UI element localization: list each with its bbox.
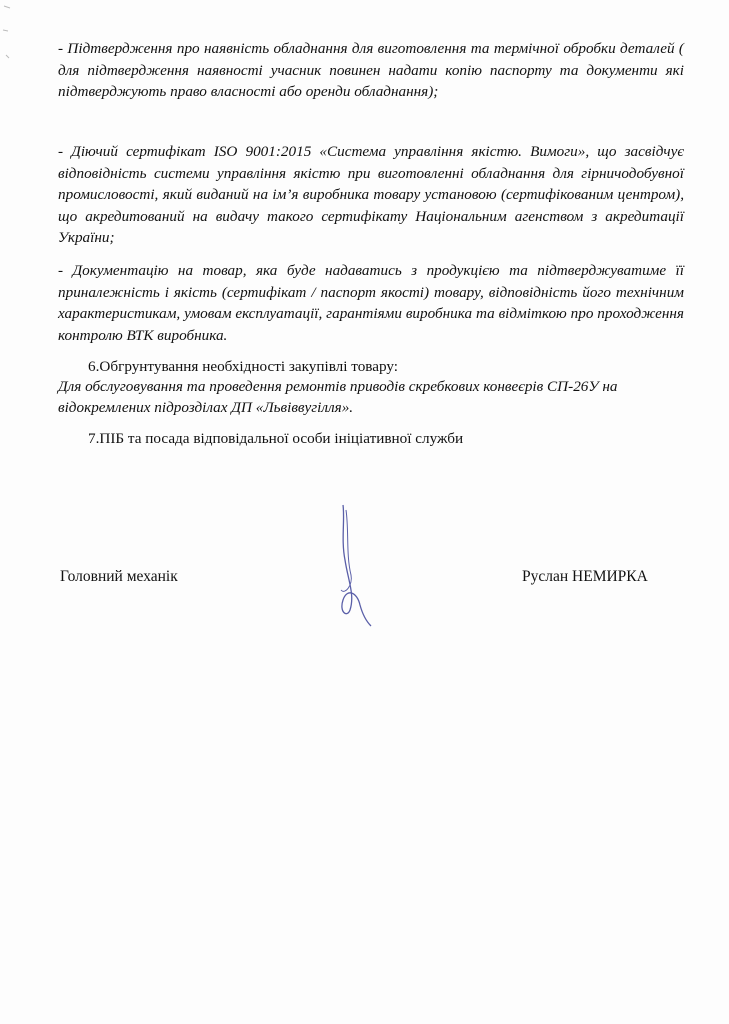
section-6-heading: 6.Обгрунтування необхідності закупівлі товару:	[88, 358, 399, 375]
requirement-equipment: - Підтвердження про наявність обладнання для виготовлення та термічної обробки деталей ( для підтвердження наявності учасник повинен надати копію паспорту та документи які підтверджують право власності або оренди обладнання);	[58, 40, 684, 100]
section-7-heading: 7.ПІБ та посада відповідальної особи ініціативної служби	[88, 430, 464, 447]
section-6-text: Для обслуговування та проведення ремонтів приводів скребкових конвеєрів СП-26У на відокремлених підрозділах ДП «Львіввугілля».	[58, 378, 618, 416]
signatory-name: Руслан НЕМИРКА	[522, 568, 648, 585]
requirement-iso-certificate: - Діючий сертифікат ISO 9001:2015 «Система управління якістю. Вимоги», що засвідчує відповідність системи управління якістю при виготовленні обладнання для гірничодобувної промисловості, який виданий на ім’я виробника товару установою (сертифікованим центром), що акредитований на видачу такого сертифікату Національним агенством з акредитації України;	[58, 143, 684, 246]
requirement-documentation: - Документацію на товар, яка буде надаватись з продукцією та підтверджуватиме її приналежність і якість (сертифікат / паспорт якості) товару, відповідність його технічним характеристикам, умовам експлуатації, гарантіями виробника та відміткою про проходження контролю ВТК виробника.	[58, 262, 684, 344]
handwritten-signature	[315, 500, 395, 630]
signatory-position: Головний механік	[60, 568, 178, 585]
scan-mark	[0, 0, 40, 70]
